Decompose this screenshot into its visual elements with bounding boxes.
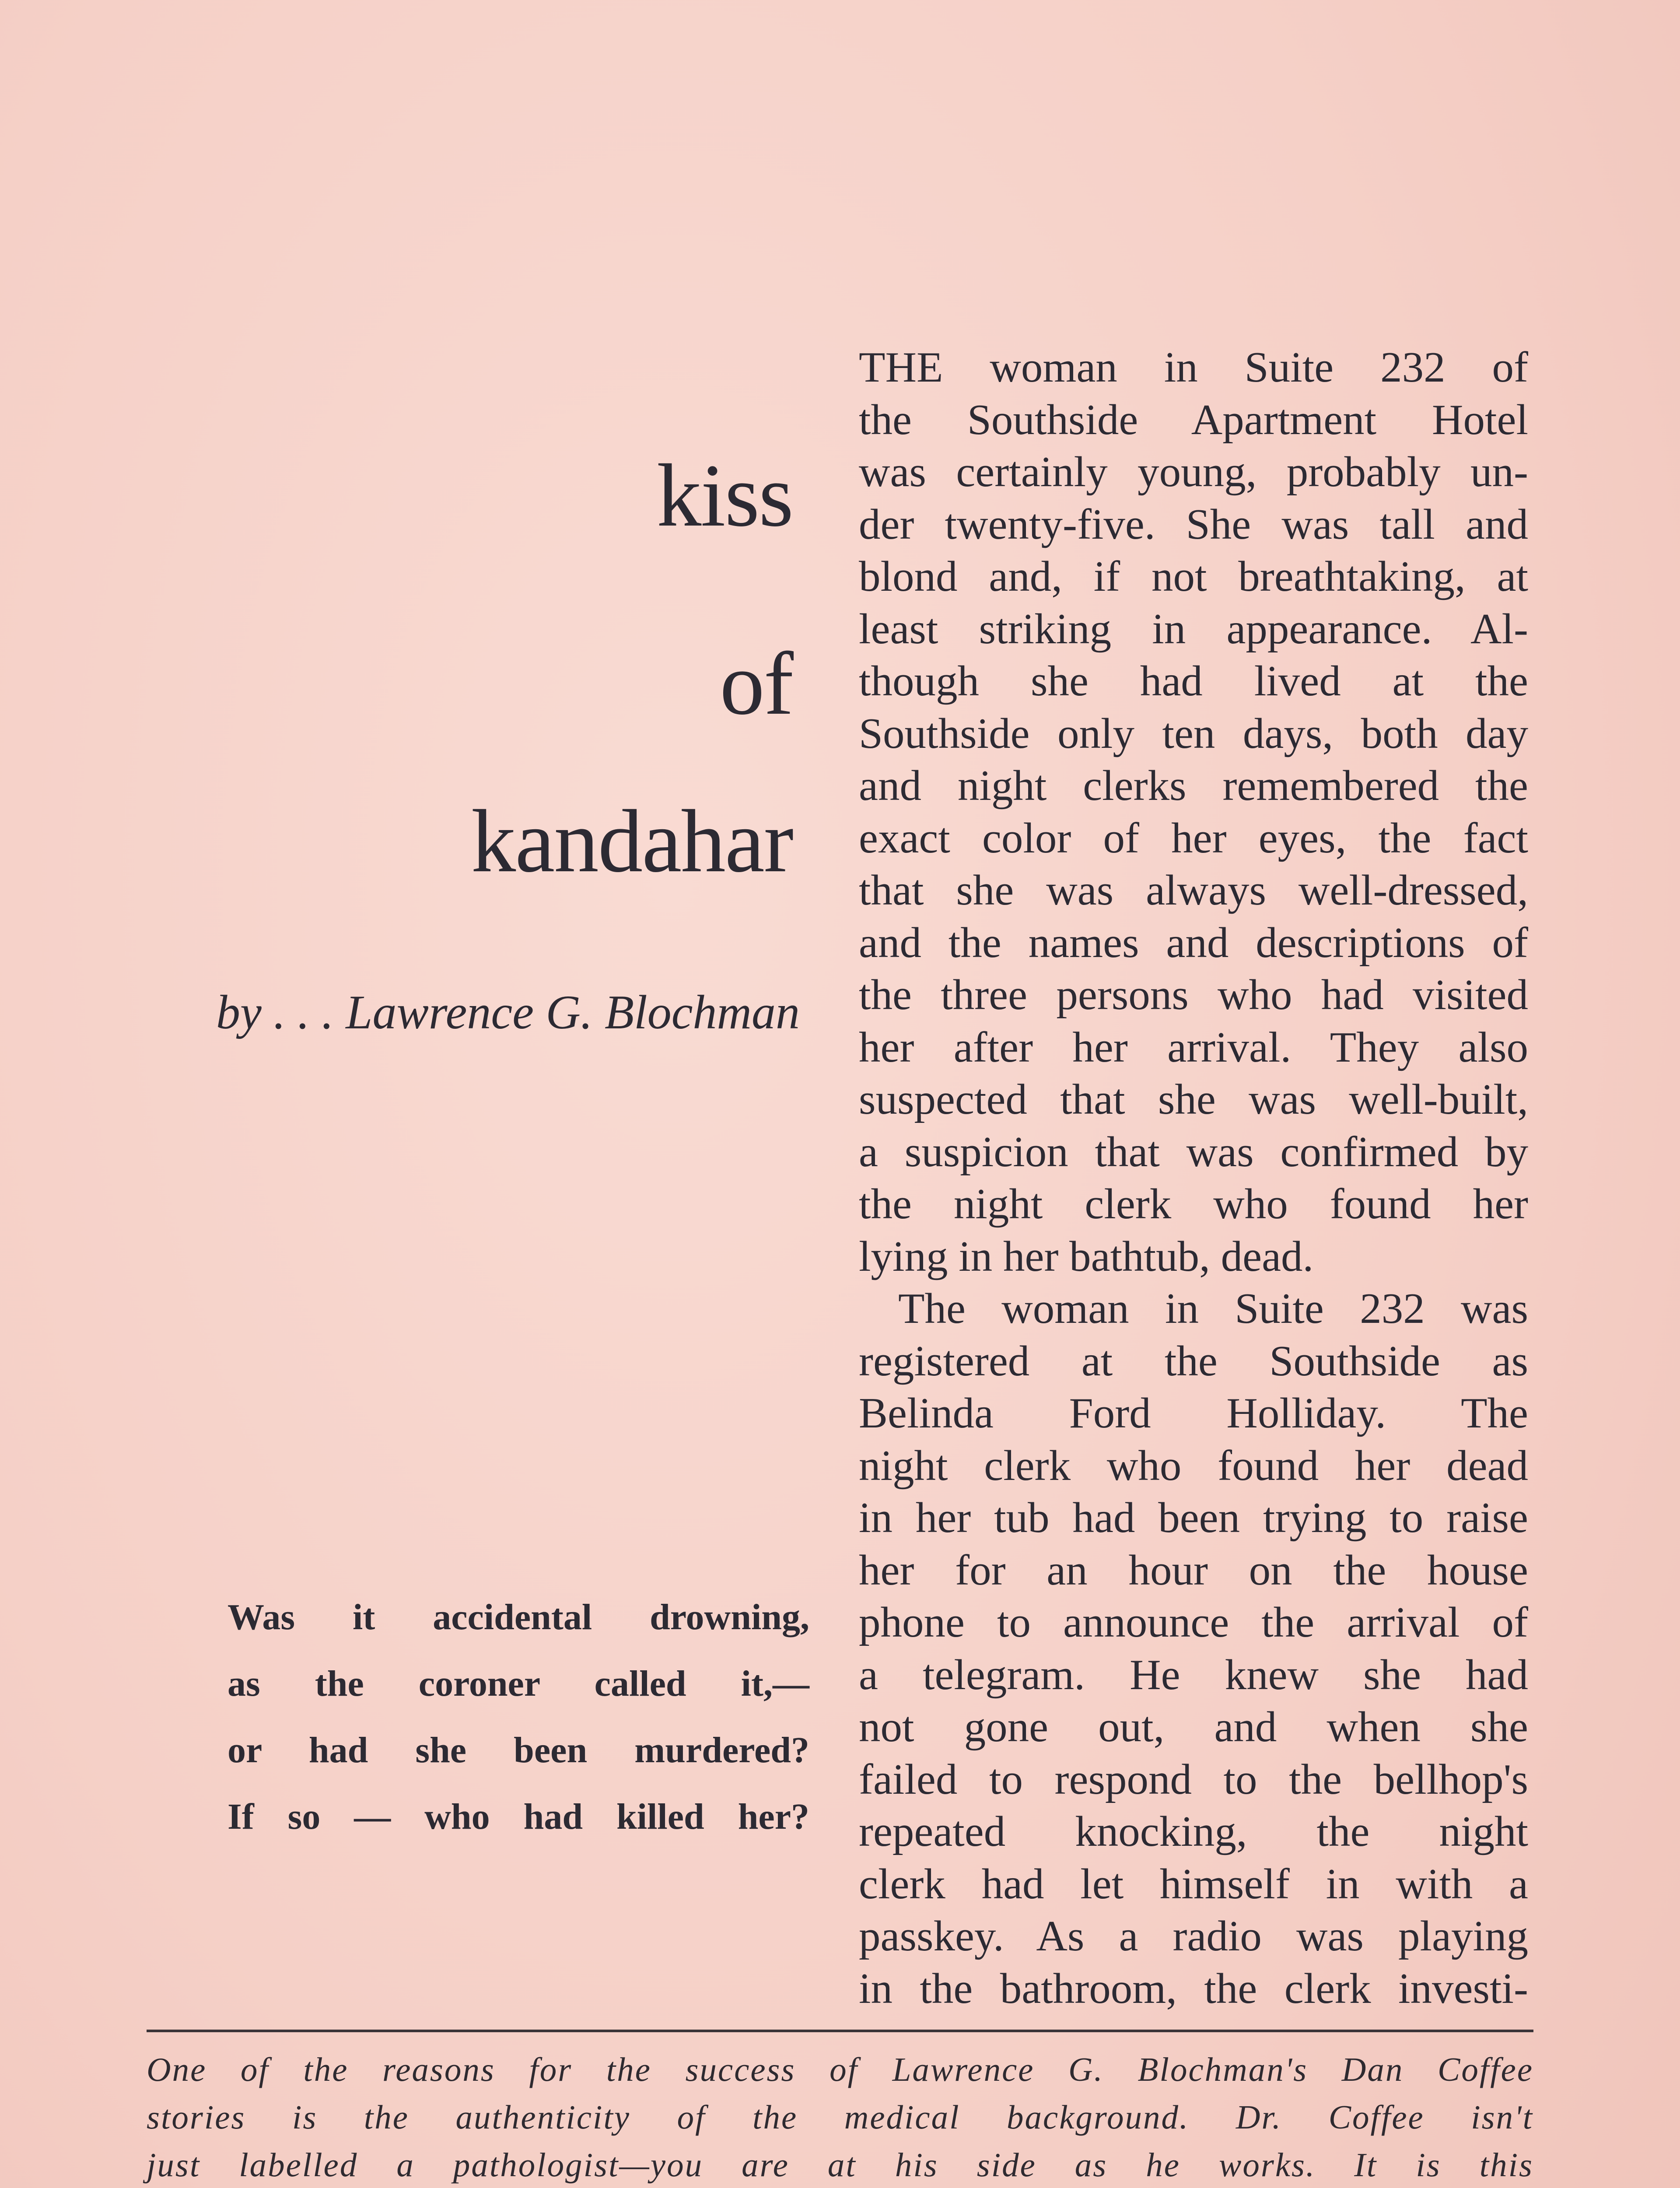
story-line: phone to announce the arrival of xyxy=(859,1599,1528,1646)
author-byline: by . . . Lawrence G. Blochman xyxy=(216,985,800,1039)
story-line: registered at the Southside as xyxy=(859,1337,1528,1385)
story-line: suspected that she was well-built, xyxy=(859,1076,1528,1123)
note-line: stories is the authenticity of the medical background. Dr. Coffee isn't xyxy=(147,2098,1533,2136)
note-line: just labelled a pathologist—you are at his side as he works. It is this xyxy=(147,2146,1533,2184)
story-line: der twenty-five. She was tall and xyxy=(859,500,1528,548)
story-line: in the bathroom, the clerk investi- xyxy=(859,1964,1528,2013)
story-line: her for an hour on the house xyxy=(859,1546,1528,1594)
story-line: failed to respond to the bellhop's xyxy=(859,1755,1528,1803)
title-word-kandahar: kandahar xyxy=(471,792,793,891)
story-line: THE woman in Suite 232 of xyxy=(859,344,1528,391)
story-line: and the names and descriptions of xyxy=(859,919,1528,967)
story-line: lying in her bathtub, dead. xyxy=(859,1232,1314,1280)
story-line: night clerk who found her dead xyxy=(859,1441,1528,1490)
story-line: though she had lived at the xyxy=(859,657,1528,705)
teaser-text xyxy=(228,1584,809,1850)
story-line: least striking in appearance. Al- xyxy=(859,605,1528,653)
story-line: a telegram. He knew she had xyxy=(859,1651,1528,1699)
divider-rule xyxy=(147,2030,1533,2032)
story-line: the three persons who had visited xyxy=(859,971,1528,1019)
story-line: The woman in Suite 232 was xyxy=(898,1285,1528,1332)
teaser-line: as the coroner called it,— xyxy=(228,1663,809,1704)
story-body xyxy=(859,341,1528,2015)
story-line: exact color of her eyes, the fact xyxy=(859,814,1528,862)
story-line: repeated knocking, the night xyxy=(859,1808,1528,1855)
story-line: blond and, if not breathtaking, at xyxy=(859,553,1528,600)
editor-note xyxy=(147,2046,1533,2188)
story-line: and night clerks remembered the xyxy=(859,762,1528,810)
story-line: the night clerk who found her xyxy=(859,1180,1528,1228)
story-line: passkey. As a radio was playing xyxy=(859,1912,1528,1960)
note-line: One of the reasons for the success of Lawrence G. Blochman's Dan Coffee xyxy=(147,2051,1533,2088)
story-line: was certainly young, probably un- xyxy=(859,448,1528,496)
story-line: Belinda Ford Holliday. The xyxy=(859,1389,1528,1437)
story-line: Southside only ten days, both day xyxy=(859,709,1528,757)
story-line: her after her arrival. They also xyxy=(859,1023,1528,1071)
title-word-of: of xyxy=(720,634,793,733)
teaser-line: or had she been murdered? xyxy=(228,1730,809,1771)
story-line: a suspicion that was confirmed by xyxy=(859,1128,1528,1176)
story-line: clerk had let himself in with a xyxy=(859,1860,1528,1908)
story-line: not gone out, and when she xyxy=(859,1703,1528,1751)
story-line: in her tub had been trying to raise xyxy=(859,1494,1528,1542)
teaser-line: Was it accidental drowning, xyxy=(228,1597,809,1637)
teaser-line: If so — who had killed her? xyxy=(228,1796,809,1837)
title-word-kiss: kiss xyxy=(656,446,793,545)
story-line: that she was always well-dressed, xyxy=(859,866,1528,914)
story-line: the Southside Apartment Hotel xyxy=(859,396,1528,444)
